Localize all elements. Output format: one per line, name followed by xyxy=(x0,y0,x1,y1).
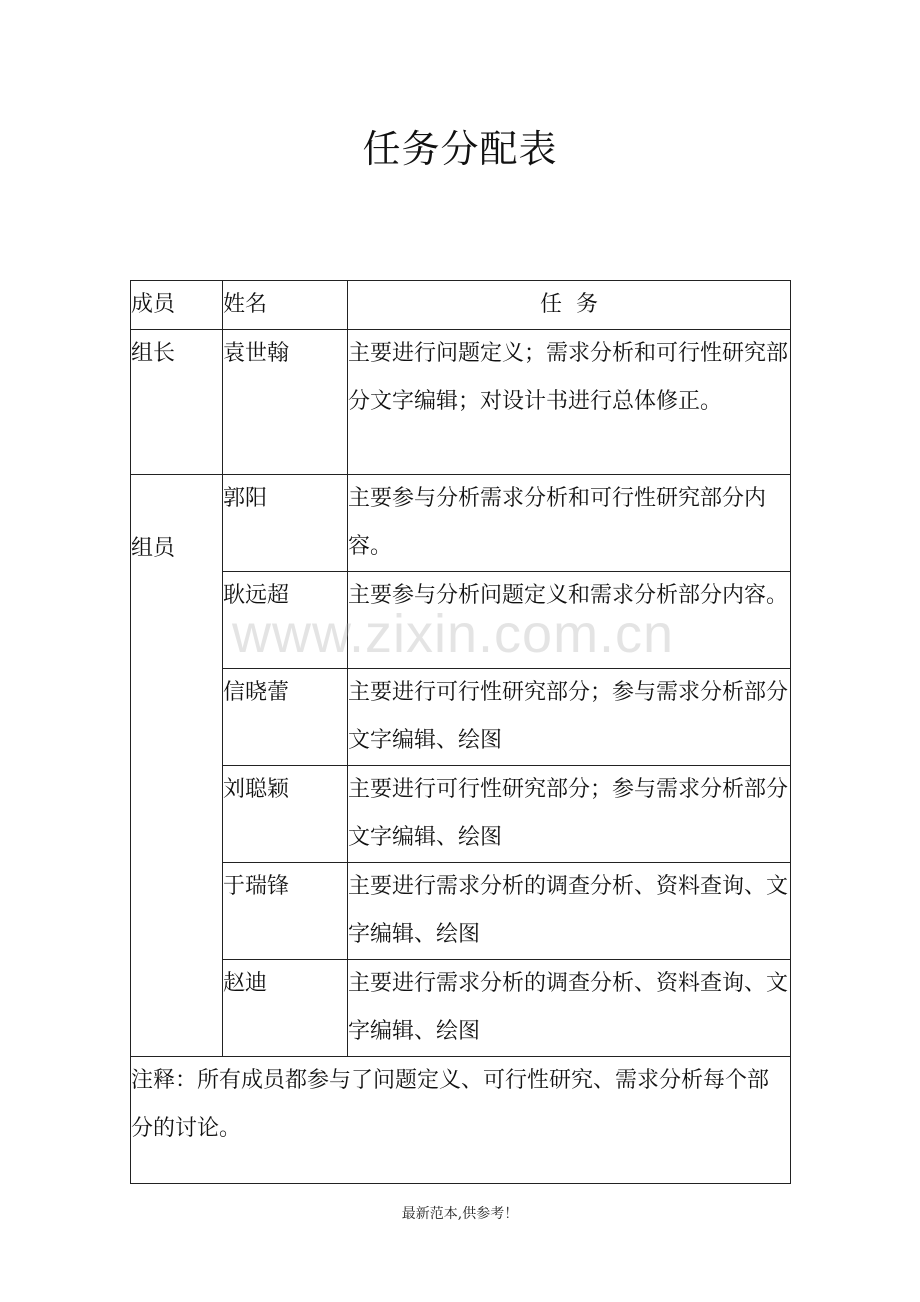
member-task: 主要进行可行性研究部分；参与需求分析部分文字编辑、绘图 xyxy=(348,669,791,766)
table-header-row xyxy=(131,281,791,330)
header-member: 成员 xyxy=(131,281,223,330)
member-name: 于瑞锋 xyxy=(223,863,348,960)
member-task: 主要进行需求分析的调查分析、资料查询、文字编辑、绘图 xyxy=(348,863,791,960)
note-row xyxy=(131,1057,791,1184)
role-leader: 组长 xyxy=(131,330,223,475)
page-title: 任务分配表 xyxy=(362,127,558,171)
role-members-label: 组员 xyxy=(131,535,176,561)
table-row xyxy=(131,960,791,1057)
member-task: 主要参与分析需求分析和可行性研究部分内容。 xyxy=(348,475,791,572)
table-row xyxy=(131,766,791,863)
member-task: 主要进行需求分析的调查分析、资料查询、文字编辑、绘图 xyxy=(348,960,791,1057)
page-footer: 最新范本,供参考！ xyxy=(401,1206,519,1222)
member-name: 郭阳 xyxy=(223,475,348,572)
member-name: 赵迪 xyxy=(223,960,348,1057)
table-row xyxy=(131,669,791,766)
leader-task: 主要进行问题定义；需求分析和可行性研究部分文字编辑；对设计书进行总体修正。 xyxy=(348,330,791,475)
member-name: 耿远超 xyxy=(223,572,348,669)
table-row xyxy=(131,572,791,669)
table-row xyxy=(131,475,791,572)
watermark: www.zixin.com.cn xyxy=(232,604,675,664)
task-assignment-table xyxy=(130,280,791,1184)
table-row xyxy=(131,863,791,960)
leader-name: 袁世翰 xyxy=(223,330,348,475)
member-name: 刘聪颖 xyxy=(223,766,348,863)
header-task: 任 务 xyxy=(348,281,791,330)
member-task: 主要进行可行性研究部分；参与需求分析部分文字编辑、绘图 xyxy=(348,766,791,863)
table-row xyxy=(131,330,791,475)
table-note: 注释：所有成员都参与了问题定义、可行性研究、需求分析每个部分的讨论。 xyxy=(131,1057,791,1184)
member-task: 主要参与分析问题定义和需求分析部分内容。 xyxy=(348,572,791,669)
role-members xyxy=(131,475,223,1057)
member-name: 信晓蕾 xyxy=(223,669,348,766)
header-name: 姓名 xyxy=(223,281,348,330)
